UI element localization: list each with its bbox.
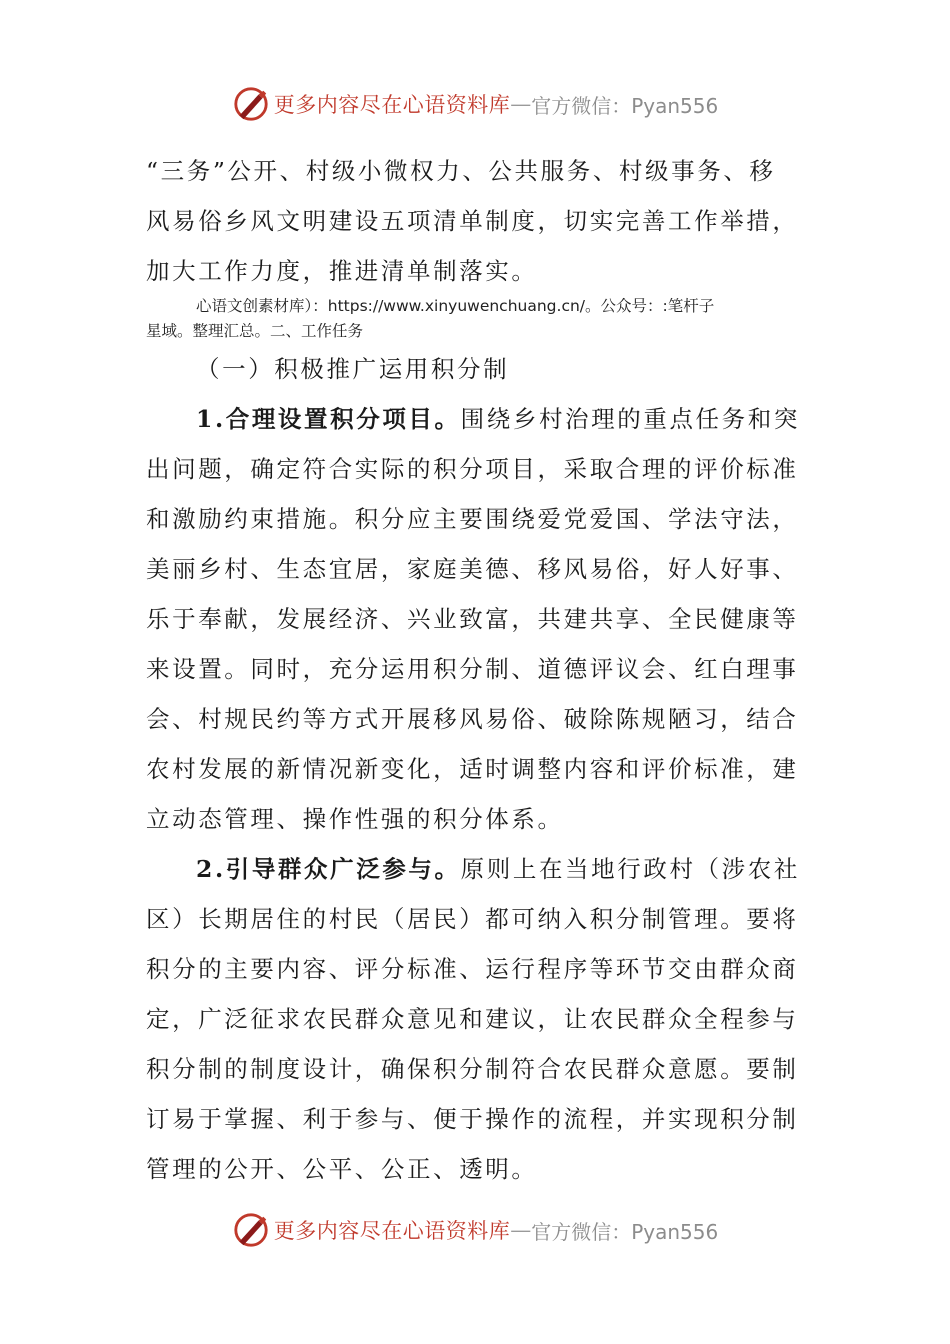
pen-logo-icon — [232, 85, 270, 123]
paragraph-line: 农村发展的新情况新变化，适时调整内容和评价标准，建 — [146, 755, 799, 783]
paragraph-line: 会、村规民约等方式开展移风易俗、破除陈规陋习，结合 — [146, 705, 799, 733]
paragraph-line: 乐于奉献，发展经济、兴业致富，共建共享、全民健康等 — [146, 605, 799, 633]
paragraph-line: 订易于掌握、利于参与、便于操作的流程，并实现积分制 — [146, 1105, 799, 1133]
item2-title: 2.引导群众广泛参与。 — [196, 855, 461, 883]
banner-title: 更多内容尽在心语资料库 — [273, 1219, 511, 1243]
paragraph-line: 风易俗乡风文明建设五项清单制度，切实完善工作举措， — [146, 207, 799, 235]
item1-first-line — [196, 404, 806, 434]
paragraph-line: 加大工作力度，推进清单制落实。 — [146, 257, 538, 285]
source-note-line: 心语文创素材库）：https://www.xinyuwenchuang.cn/。公众号：:笔杆子 — [196, 297, 715, 315]
source-note-line: 星域。整理汇总。二、工作任务 — [146, 322, 364, 340]
banner-wechat: 官方微信：Pyan556 — [531, 93, 719, 118]
item2-text: 原则上在当地行政村（涉农社 — [460, 855, 800, 883]
item2-first-line — [196, 854, 806, 884]
item1-title: 1.合理设置积分项目。 — [196, 405, 461, 433]
paragraph-line: 管理的公开、公平、公正、透明。 — [146, 1155, 538, 1183]
banner-title: 更多内容尽在心语资料库 — [273, 93, 511, 117]
paragraph-line: 立动态管理、操作性强的积分体系。 — [146, 805, 564, 833]
banner-wechat: 官方微信：Pyan556 — [531, 1219, 719, 1244]
section-heading: （一）积极推广运用积分制 — [196, 355, 510, 383]
banner-separator: — — [510, 1218, 532, 1242]
paragraph-line: “三务”公开、村级小微权力、公共服务、村级事务、移 — [146, 157, 776, 185]
pen-logo-icon — [232, 1211, 270, 1249]
paragraph-line: 来设置。同时，充分运用积分制、道德评议会、红白理事 — [146, 655, 799, 683]
paragraph-line: 美丽乡村、生态宜居，家庭美德、移风易俗，好人好事、 — [146, 555, 799, 583]
banner-separator: — — [510, 92, 532, 116]
header-banner — [0, 84, 950, 124]
item1-text: 围绕乡村治理的重点任务和突 — [460, 405, 800, 433]
paragraph-line: 定，广泛征求农民群众意见和建议，让农民群众全程参与 — [146, 1005, 799, 1033]
paragraph-line: 积分制的制度设计，确保积分制符合农民群众意愿。要制 — [146, 1055, 799, 1083]
footer-banner — [0, 1210, 950, 1250]
paragraph-line: 出问题，确定符合实际的积分项目，采取合理的评价标准 — [146, 455, 799, 483]
paragraph-line: 和激励约束措施。积分应主要围绕爱党爱国、学法守法， — [146, 505, 799, 533]
paragraph-line: 区）长期居住的村民（居民）都可纳入积分制管理。要将 — [146, 905, 799, 933]
paragraph-line: 积分的主要内容、评分标准、运行程序等环节交由群众商 — [146, 955, 799, 983]
